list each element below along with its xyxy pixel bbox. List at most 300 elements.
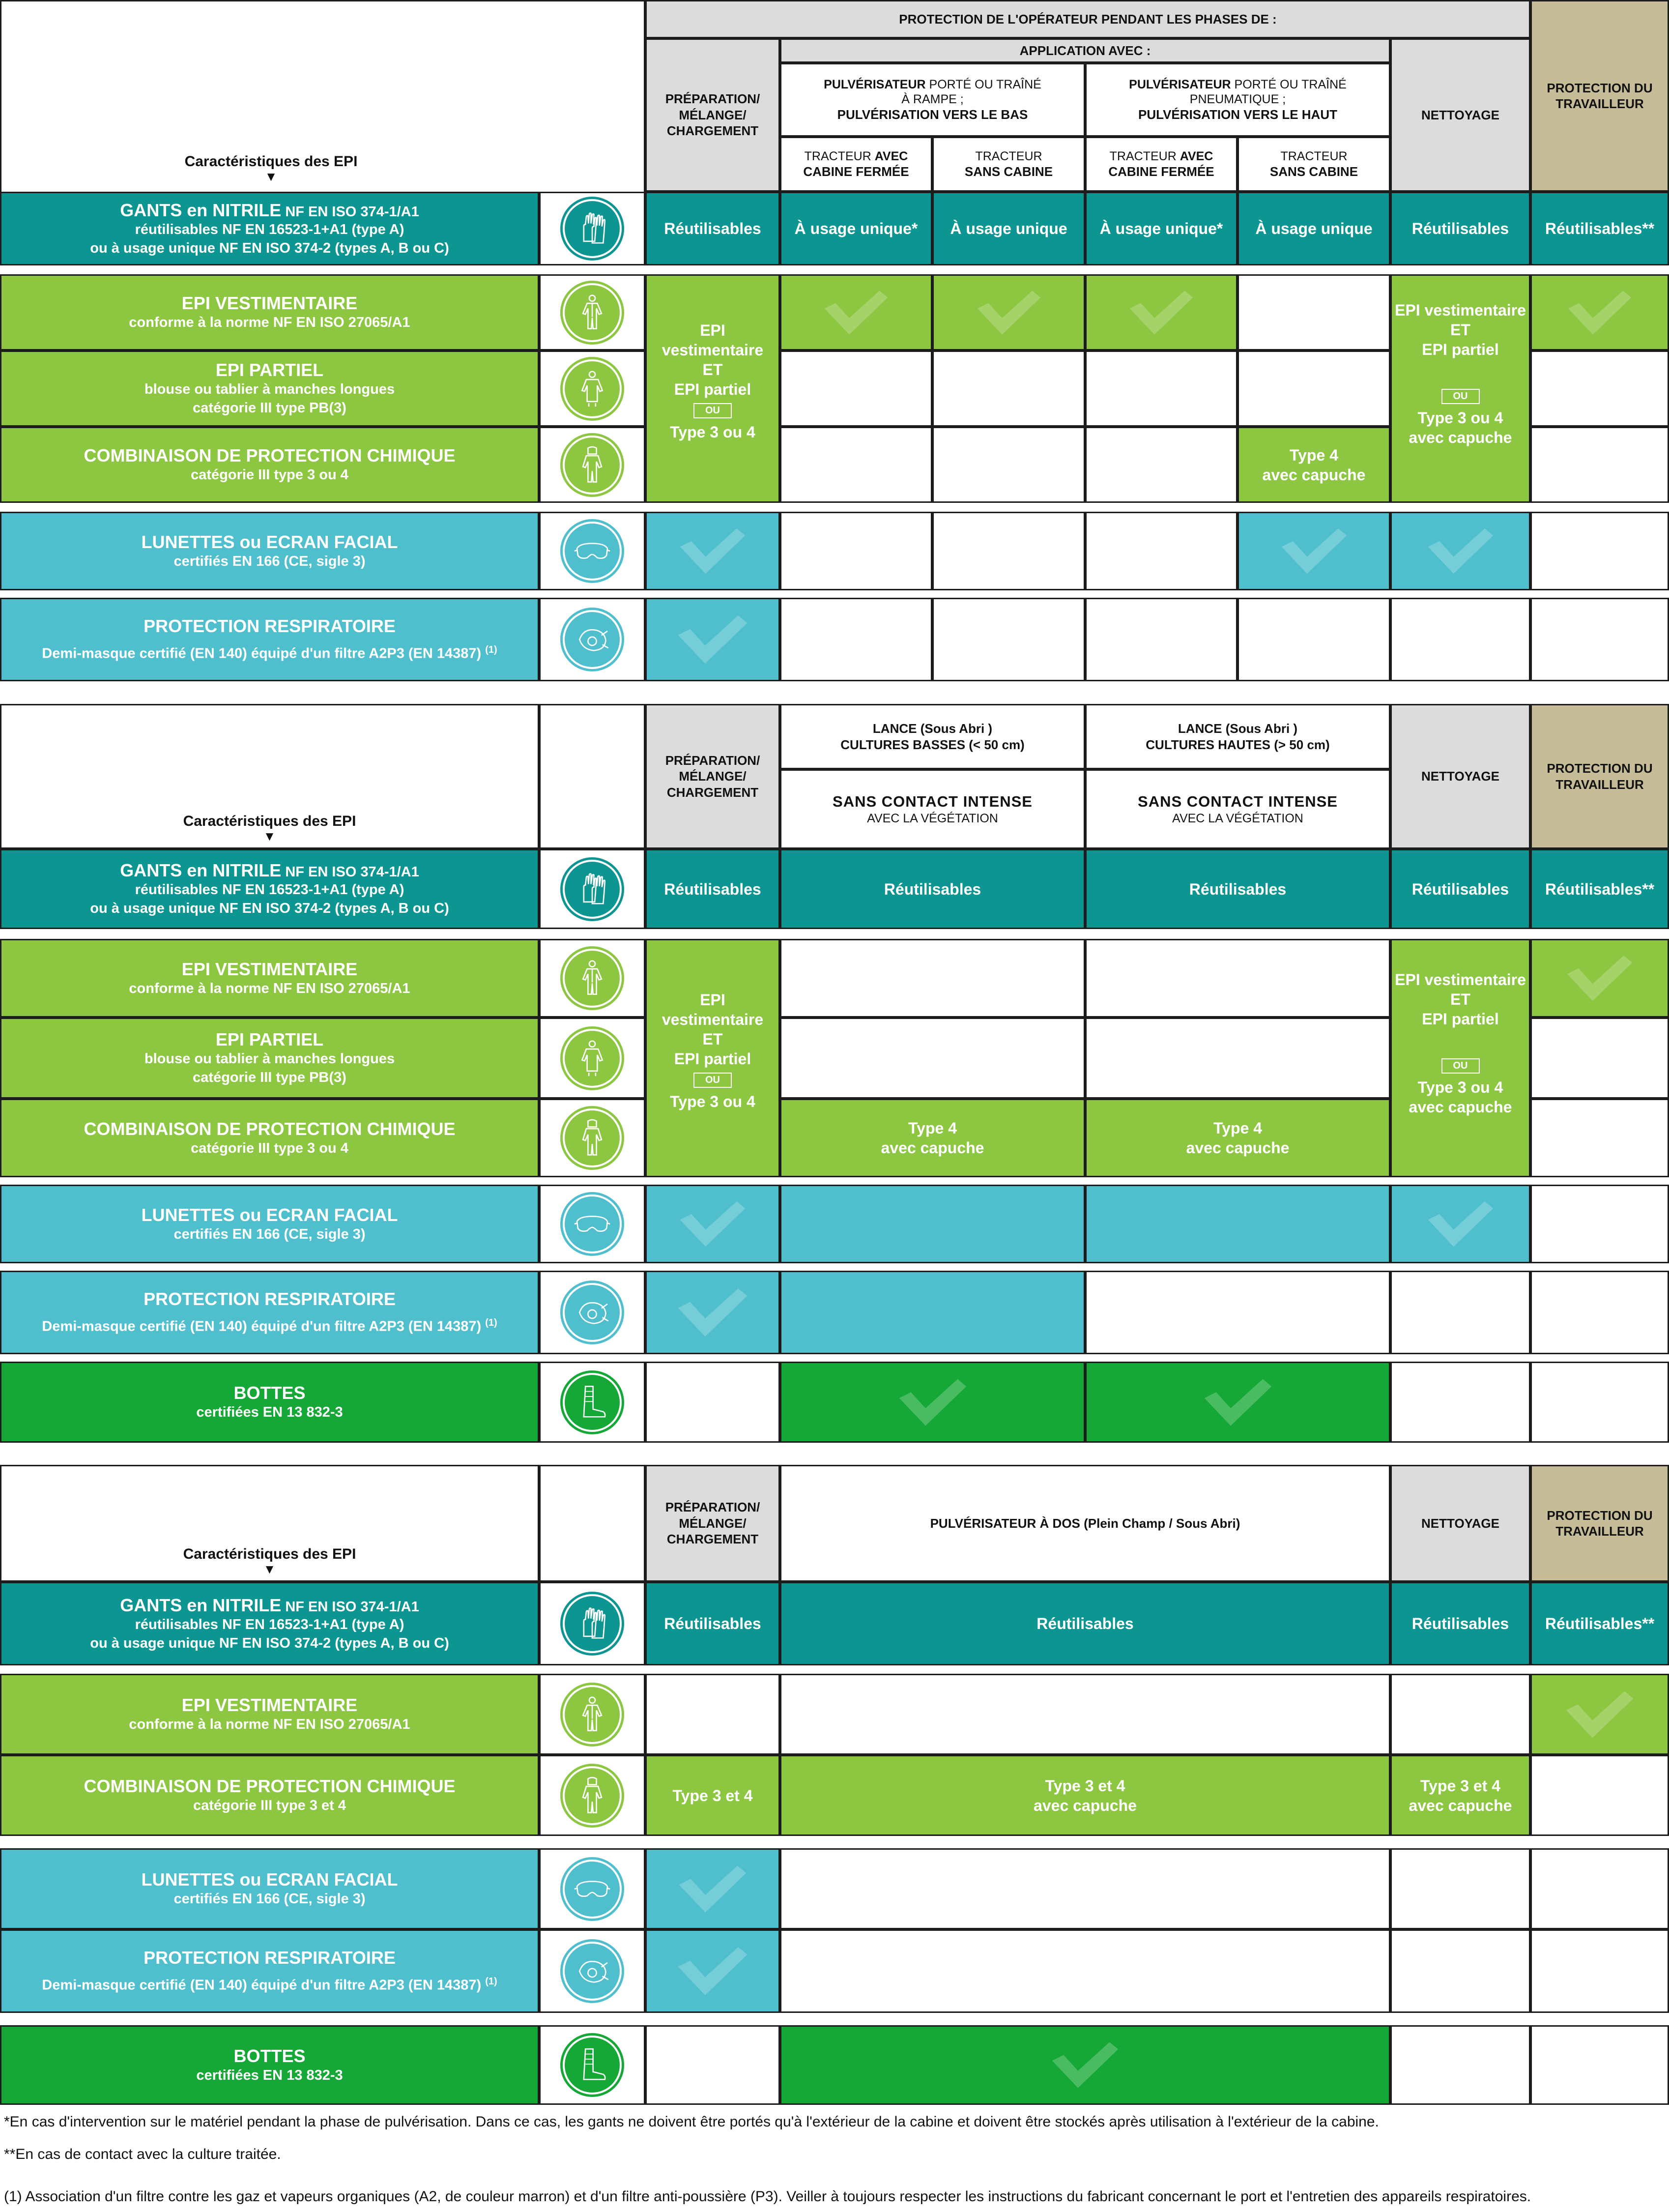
type4-cell xyxy=(780,1099,1085,1177)
bottes-check-cell xyxy=(1085,1362,1390,1443)
chemical-suit-icon-cell xyxy=(539,1099,645,1177)
preparation-line: CHARGEMENT xyxy=(666,1532,759,1547)
prep-epi-cell xyxy=(645,939,780,1177)
tracteur-sans-cabine-2-l1: TRACTEUR xyxy=(1280,149,1348,163)
combinaison-label xyxy=(0,1099,539,1177)
combinaison-title: COMBINAISON DE PROTECTION CHIMIQUE xyxy=(84,1118,456,1139)
gants-cell xyxy=(1237,192,1390,265)
empty-cell xyxy=(780,427,932,503)
caracteristiques-label: Caractéristiques des EPI xyxy=(183,1546,356,1562)
goggles-icon-glyph xyxy=(571,530,613,572)
lance-basse-header-l1: LANCE (Sous Abri ) xyxy=(872,721,993,736)
empty-cell xyxy=(1530,427,1669,503)
goggles-icon xyxy=(565,1196,620,1252)
empty-cell xyxy=(1530,350,1669,427)
empty-cell xyxy=(1085,427,1237,503)
empty-cell xyxy=(932,512,1085,590)
coverall-icon xyxy=(565,1687,620,1742)
nettoyage-label: NETTOYAGE xyxy=(1421,1515,1499,1531)
gloves-icon-glyph xyxy=(571,207,613,250)
goggles-icon-badge xyxy=(560,519,624,583)
respirator-icon-glyph xyxy=(571,618,613,661)
lunettes-check-cell xyxy=(1390,512,1530,590)
checkmark-icon xyxy=(1279,525,1350,577)
combinaison-sub: catégorie III type 3 ou 4 xyxy=(191,467,348,483)
rampe-header-l1 xyxy=(824,77,1041,92)
bottes-title: BOTTES xyxy=(233,1383,306,1403)
goggles-icon xyxy=(565,524,620,579)
nettoyage-header xyxy=(1390,704,1530,849)
type4-cell-text: avec capuche xyxy=(1262,466,1366,484)
gloves-icon-glyph xyxy=(571,1602,613,1645)
gloves-icon xyxy=(565,201,620,256)
preparation-header xyxy=(645,38,780,192)
respiratoire-desc: Demi-masque certifié (EN 140) équipé d'un filtre A2P3 (EN 14387) xyxy=(42,646,482,662)
type4-cell-text: avec capuche xyxy=(881,1139,984,1157)
empty-cell xyxy=(1530,1929,1669,2013)
combinaison-label xyxy=(0,427,539,503)
gants-title-norm: NF EN ISO 374-1/A1 xyxy=(281,204,419,220)
gloves-icon xyxy=(565,862,620,917)
boots-icon-glyph xyxy=(571,1381,613,1424)
respiratoire-footnote-ref: (1) xyxy=(485,644,497,656)
boots-icon xyxy=(565,1375,620,1430)
chemical-suit-icon-glyph xyxy=(571,1775,613,1817)
prep-epi-line: ET xyxy=(702,1030,723,1048)
prep-epi-block xyxy=(662,990,763,1069)
lunettes-cell xyxy=(780,1185,1085,1263)
respiratoire-sub xyxy=(42,1975,497,1995)
empty-cell xyxy=(1390,2025,1530,2105)
checkmark-icon xyxy=(675,1285,750,1339)
gants-title-norm: NF EN ISO 374-1/A1 xyxy=(281,1599,419,1615)
goggles-icon-badge xyxy=(560,1857,624,1921)
chemical-suit-icon-badge xyxy=(560,433,624,497)
dos-type-cell-text: Type 3 et 4 xyxy=(1045,1776,1125,1795)
empty-cell xyxy=(1530,1099,1669,1177)
empty-cell xyxy=(780,939,1085,1018)
tracteur-avec-cabine-1 xyxy=(780,137,932,192)
preparation-line: CHARGEMENT xyxy=(666,785,759,800)
preparation-line: CHARGEMENT xyxy=(666,123,759,139)
protection-travailleur-header xyxy=(1530,1465,1669,1582)
respiratoire-desc: Demi-masque certifié (EN 140) équipé d'un filtre A2P3 (EN 14387) xyxy=(42,1319,482,1335)
lance-haute-header-l1: LANCE (Sous Abri ) xyxy=(1178,721,1298,736)
tracteur-sans-cabine-2 xyxy=(1237,137,1390,192)
caracteristiques-header xyxy=(0,1465,539,1582)
boots-icon-badge xyxy=(560,1370,624,1434)
prep-epi-line: vestimentaire xyxy=(662,341,764,359)
preparation-header xyxy=(645,704,780,849)
gants-label xyxy=(0,849,539,929)
vestimentaire-sub: conforme à la norme NF EN ISO 27065/A1 xyxy=(129,980,410,996)
goggles-icon-glyph xyxy=(571,1868,613,1910)
tracteur-sans-cabine-1-l1: TRACTEUR xyxy=(975,149,1042,163)
gloves-icon-cell xyxy=(539,849,645,929)
combinaison-title: COMBINAISON DE PROTECTION CHIMIQUE xyxy=(84,1776,456,1797)
gloves-icon-badge xyxy=(560,857,624,921)
empty-cell xyxy=(780,598,932,681)
bottes-label xyxy=(0,1362,539,1443)
respiratoire-sub xyxy=(42,1316,497,1336)
gants-cell xyxy=(780,192,932,265)
checkmark-icon xyxy=(975,288,1043,337)
respiratoire-footnote-ref: (1) xyxy=(485,1976,497,1987)
caracteristiques-block xyxy=(1,153,541,183)
section1-left-header xyxy=(0,0,645,192)
bottes-check-cell xyxy=(780,1362,1085,1443)
goggles-icon-cell xyxy=(539,1185,645,1263)
gants-title-main: GANTS en NITRILE xyxy=(120,860,282,881)
net-epi-cell xyxy=(1390,274,1530,503)
preparation-line: MÉLANGE/ xyxy=(679,107,747,122)
prep-epi-line: EPI partiel xyxy=(674,1050,751,1068)
tracteur-avec-cabine-2-c: CABINE FERMÉE xyxy=(1108,164,1214,179)
gants-cell xyxy=(1390,1582,1530,1665)
nettoyage-header xyxy=(1390,1465,1530,1582)
type4-cell-text: Type 4 xyxy=(1213,1119,1262,1137)
lunettes-sub: certifiés EN 166 (CE, sigle 3) xyxy=(173,1226,366,1242)
gloves-icon-badge xyxy=(560,1592,624,1656)
checkmark-icon xyxy=(1565,288,1634,337)
gloves-icon xyxy=(565,1596,620,1651)
gants-cell xyxy=(645,849,780,929)
respiratoire-cell xyxy=(780,1271,1085,1354)
gants-cell-text: Réutilisables xyxy=(1036,1615,1134,1632)
rampe-header-l2: À RAMPE ; xyxy=(901,92,964,106)
preparation-line: MÉLANGE/ xyxy=(679,769,747,784)
net-type: avec capuche xyxy=(1409,429,1512,446)
gants-cell-text: À usage unique xyxy=(950,220,1067,237)
respiratoire-check-cell xyxy=(645,598,780,681)
type4-cell-text: Type 4 xyxy=(908,1119,957,1137)
chemical-suit-icon-cell xyxy=(539,1755,645,1836)
gants-cell-text: Réutilisables xyxy=(664,220,761,237)
tracteur-avec-cabine-2-a: TRACTEUR xyxy=(1109,149,1180,163)
goggles-icon-badge xyxy=(560,1192,624,1256)
checkmark-icon xyxy=(1425,1198,1496,1250)
nettoyage-label: NETTOYAGE xyxy=(1421,769,1499,784)
tracteur-avec-cabine-1-a: TRACTEUR xyxy=(804,149,875,163)
chemical-suit-icon xyxy=(565,1768,620,1823)
gants-title-main: GANTS en NITRILE xyxy=(120,1595,282,1615)
vestimentaire-label xyxy=(0,1674,539,1755)
chemical-suit-icon-badge xyxy=(560,1106,624,1170)
bottes-title: BOTTES xyxy=(233,2045,306,2066)
net-epi-cell xyxy=(1390,939,1530,1177)
checkmark-icon xyxy=(896,1376,969,1428)
partiel-title: EPI PARTIEL xyxy=(215,1029,324,1050)
lance-haute-header-l2: CULTURES HAUTES (> 50 cm) xyxy=(1146,737,1330,752)
boots-icon-cell xyxy=(539,2025,645,2105)
boots-icon xyxy=(565,2037,620,2093)
rampe-header-l3: PULVÉRISATION VERS LE BAS xyxy=(837,107,1028,122)
coverall-icon-glyph xyxy=(571,291,613,334)
boots-icon-cell xyxy=(539,1362,645,1443)
checkmark-icon xyxy=(822,288,891,337)
caracteristiques-header xyxy=(0,704,539,849)
empty-cell xyxy=(780,512,932,590)
net-epi-line: EPI vestimentaire xyxy=(1395,301,1526,319)
vestimentaire-sub: conforme à la norme NF EN ISO 27065/A1 xyxy=(129,1717,410,1733)
gants-cell-text: Réutilisables** xyxy=(1545,880,1655,898)
checkmark-icon xyxy=(1564,953,1635,1004)
combinaison-title: COMBINAISON DE PROTECTION CHIMIQUE xyxy=(84,445,456,466)
gants-cell xyxy=(1390,849,1530,929)
vestimentaire-label xyxy=(0,274,539,350)
lunettes-cell xyxy=(1085,1185,1390,1263)
bottes-sub: certifiées EN 13 832-3 xyxy=(196,1404,343,1421)
respiratoire-title: PROTECTION RESPIRATOIRE xyxy=(144,616,396,637)
respiratoire-check-cell xyxy=(645,1929,780,2013)
protection-travailleur-line: TRAVAILLEUR xyxy=(1555,777,1644,792)
lunettes-check-cell xyxy=(645,1185,780,1263)
vestimentaire-sub: conforme à la norme NF EN ISO 27065/A1 xyxy=(129,315,410,331)
pneumatique-header-l2: PNEUMATIQUE ; xyxy=(1189,92,1286,106)
net-type-cell xyxy=(1390,1755,1530,1836)
net-type-cell-text: avec capuche xyxy=(1409,1796,1512,1814)
apron-icon-glyph xyxy=(571,368,613,410)
coverall-icon-cell xyxy=(539,939,645,1018)
gants-cell xyxy=(1530,192,1669,265)
rampe-header-l1-bold: PULVÉRISATEUR xyxy=(824,77,926,91)
lunettes-sub: certifiés EN 166 (CE, sigle 3) xyxy=(173,1891,366,1907)
dos-type-cell-text: avec capuche xyxy=(1034,1796,1137,1814)
vest-check-cell xyxy=(1530,274,1669,350)
lance-haute-header xyxy=(1085,704,1390,769)
lance-basse-header-contact xyxy=(780,769,1085,849)
goggles-icon xyxy=(565,1862,620,1917)
coverall-icon-cell xyxy=(539,1674,645,1755)
chemical-suit-icon-glyph xyxy=(571,444,613,486)
gloves-icon-badge xyxy=(560,197,624,261)
tracteur-avec-cabine-1-l1 xyxy=(805,149,908,164)
empty-cell xyxy=(1530,1185,1669,1263)
empty-cell xyxy=(1530,598,1669,681)
lunettes-title: LUNETTES ou ECRAN FACIAL xyxy=(141,531,398,552)
coverall-icon-glyph xyxy=(571,957,613,999)
vest-check-cell xyxy=(780,274,932,350)
empty-cell xyxy=(1085,512,1237,590)
phases-label: PROTECTION DE L'OPÉRATEUR PENDANT LES PHASES DE : xyxy=(899,11,1277,27)
coverall-icon-cell xyxy=(539,274,645,350)
dos-type-cell xyxy=(780,1755,1390,1836)
prep-epi-line: EPI xyxy=(700,321,725,339)
protection-travailleur-header xyxy=(1530,704,1669,849)
type4-cell-text: avec capuche xyxy=(1186,1139,1290,1157)
net-type-cell-text: Type 3 et 4 xyxy=(1420,1776,1501,1795)
gants-title xyxy=(120,1595,419,1616)
tracteur-avec-cabine-2-b: AVEC xyxy=(1180,149,1213,163)
net-ou: OU xyxy=(1441,389,1480,404)
apron-icon-cell xyxy=(539,1018,645,1099)
lunettes-check-cell xyxy=(645,1848,780,1929)
lunettes-label xyxy=(0,1848,539,1929)
nettoyage-label: NETTOYAGE xyxy=(1421,107,1499,122)
lunettes-check-cell xyxy=(1390,1185,1530,1263)
empty-cell xyxy=(1085,939,1390,1018)
vest-check-cell xyxy=(1530,1674,1669,1755)
gants-title-main: GANTS en NITRILE xyxy=(120,200,282,220)
gants-label xyxy=(0,1582,539,1665)
type4-cell-text: Type 4 xyxy=(1290,446,1338,464)
icon-header-blank xyxy=(539,704,645,849)
partiel-label xyxy=(0,350,539,427)
coverall-icon-glyph xyxy=(571,1693,613,1736)
partiel-title: EPI PARTIEL xyxy=(215,360,324,380)
lunettes-title: LUNETTES ou ECRAN FACIAL xyxy=(141,1869,398,1890)
empty-cell xyxy=(1390,1929,1530,2013)
checkmark-icon xyxy=(1049,2039,1121,2091)
coverall-icon xyxy=(565,285,620,340)
empty-cell xyxy=(780,1929,1390,2013)
partiel-sub2: catégorie III type PB(3) xyxy=(193,1070,346,1086)
footnote-f3: (1) Association d'un filtre contre les gaz et vapeurs organiques (A2, de couleur marron) et d'un filtre anti-poussière (P3). Veiller à toujours respecter les instructions du fabricant concernant le port et l'entretien des appareils respiratoires. xyxy=(4,2188,1531,2205)
lance-basse-header-vegetation: AVEC LA VÉGÉTATION xyxy=(867,812,998,826)
combinaison-label xyxy=(0,1755,539,1836)
empty-cell xyxy=(1530,1271,1669,1354)
prep-type: Type 3 ou 4 xyxy=(670,423,755,441)
application-label: APPLICATION AVEC : xyxy=(1019,43,1151,58)
checkmark-icon xyxy=(675,612,750,667)
protection-travailleur-header xyxy=(1530,0,1669,192)
empty-cell xyxy=(780,1674,1390,1755)
gants-reutilisables: réutilisables NF EN 16523-1+A1 (type A) xyxy=(135,1616,404,1632)
chemical-suit-icon-cell xyxy=(539,427,645,503)
type4-cell xyxy=(1237,427,1390,503)
preparation-line: PRÉPARATION/ xyxy=(665,753,760,768)
lance-haute-header-vegetation: AVEC LA VÉGÉTATION xyxy=(1172,812,1303,826)
gants-cell-text: Réutilisables xyxy=(664,1615,761,1632)
net-type: Type 3 ou 4 xyxy=(1417,1078,1503,1096)
empty-cell xyxy=(645,1362,780,1443)
rampe-header-l1-rest: PORTÉ OU TRAÎNÉ xyxy=(925,77,1041,91)
lunettes-sub: certifiés EN 166 (CE, sigle 3) xyxy=(173,553,366,569)
empty-cell xyxy=(1390,1362,1530,1443)
net-type: avec capuche xyxy=(1409,1098,1512,1116)
checkmark-icon xyxy=(1563,1688,1637,1741)
footnote-f1: *En cas d'intervention sur le matériel pendant la phase de pulvérisation. Dans ce cas, les gants ne doivent être portés qu'à l'extérieur de la cabine et doivent être stockés après utilisation à l'extérieur de la cabine. xyxy=(4,2114,1379,2130)
respirator-icon xyxy=(565,1944,620,1999)
apron-icon xyxy=(565,361,620,416)
prep-epi-line: vestimentaire xyxy=(662,1011,764,1028)
prep-type-cell-text: Type 3 et 4 xyxy=(672,1786,753,1805)
respiratoire-label xyxy=(0,1929,539,2013)
chemical-suit-icon xyxy=(565,437,620,493)
checkmark-icon xyxy=(677,525,748,577)
apron-icon-cell xyxy=(539,350,645,427)
vestimentaire-title: EPI VESTIMENTAIRE xyxy=(181,1695,358,1716)
gants-cell-text: Réutilisables xyxy=(1189,880,1287,898)
respirator-icon xyxy=(565,1285,620,1340)
gants-cell xyxy=(932,192,1085,265)
empty-cell xyxy=(1237,274,1390,350)
gloves-icon-cell xyxy=(539,192,645,265)
respiratoire-title: PROTECTION RESPIRATOIRE xyxy=(144,1289,396,1310)
down-arrow-icon: ▼ xyxy=(263,1562,276,1576)
empty-cell xyxy=(1390,1271,1530,1354)
respirator-icon-cell xyxy=(539,1929,645,2013)
gants-cell xyxy=(780,849,1085,929)
chemical-suit-icon xyxy=(565,1110,620,1165)
gants-cell-text: Réutilisables** xyxy=(1545,220,1655,237)
empty-cell xyxy=(645,2025,780,2105)
net-epi-line: EPI partiel xyxy=(1422,1010,1499,1028)
empty-cell xyxy=(1390,1848,1530,1929)
checkmark-icon xyxy=(677,1198,748,1250)
gants-title xyxy=(120,200,419,221)
prep-epi-line: EPI partiel xyxy=(674,380,751,398)
pneumatique-header-l3: PULVÉRISATION VERS LE HAUT xyxy=(1138,107,1337,122)
empty-cell xyxy=(1390,1674,1530,1755)
lance-basse-header-sans-contact: SANS CONTACT INTENSE xyxy=(833,792,1033,810)
prep-epi-block xyxy=(662,320,763,399)
preparation-line: MÉLANGE/ xyxy=(679,1515,747,1531)
prep-epi-line: EPI xyxy=(700,991,725,1009)
lunettes-check-cell xyxy=(645,512,780,590)
gants-cell xyxy=(1530,849,1669,929)
pneumatique-header xyxy=(1085,63,1390,137)
net-epi-line: ET xyxy=(1450,321,1470,339)
empty-cell xyxy=(1530,1362,1669,1443)
pulverisateur-dos-header xyxy=(780,1465,1390,1582)
gants-cell-text: Réutilisables** xyxy=(1545,1615,1655,1632)
protection-travailleur-line: PROTECTION DU xyxy=(1547,1508,1653,1523)
tracteur-avec-cabine-2-l1 xyxy=(1110,149,1213,164)
net-epi-line: ET xyxy=(1450,990,1470,1008)
combinaison-sub: catégorie III type 3 ou 4 xyxy=(191,1140,348,1156)
gants-cell-text: À usage unique xyxy=(1255,220,1373,237)
tracteur-avec-cabine-2 xyxy=(1085,137,1237,192)
caracteristiques-label: Caractéristiques des EPI xyxy=(184,153,358,170)
gants-usage-unique: ou à usage unique NF EN ISO 374-2 (types A, B ou C) xyxy=(90,901,449,917)
respiratoire-title: PROTECTION RESPIRATOIRE xyxy=(144,1948,396,1968)
bottes-sub: certifiées EN 13 832-3 xyxy=(196,2067,343,2083)
tracteur-avec-cabine-1-c: CABINE FERMÉE xyxy=(803,164,909,179)
empty-cell xyxy=(1085,598,1237,681)
coverall-icon xyxy=(565,951,620,1006)
phases-header xyxy=(645,0,1530,38)
preparation-header xyxy=(645,1465,780,1582)
gloves-icon-glyph xyxy=(571,868,613,910)
vest-check-cell xyxy=(932,274,1085,350)
nettoyage-header xyxy=(1390,38,1530,192)
respiratoire-label xyxy=(0,1271,539,1354)
partiel-sub1: blouse ou tablier à manches longues xyxy=(144,1051,395,1067)
gants-cell-text: Réutilisables xyxy=(1411,220,1509,237)
gants-cell xyxy=(1390,192,1530,265)
gants-cell-text: À usage unique* xyxy=(1099,220,1223,237)
gants-title-norm: NF EN ISO 374-1/A1 xyxy=(281,864,419,880)
net-epi-block xyxy=(1395,970,1526,1029)
apron-icon-glyph xyxy=(571,1037,613,1079)
down-arrow-icon: ▼ xyxy=(264,169,278,184)
preparation-line: PRÉPARATION/ xyxy=(665,1500,760,1515)
combinaison-sub: catégorie III type 3 et 4 xyxy=(193,1798,346,1814)
partiel-sub2: catégorie III type PB(3) xyxy=(193,400,346,416)
empty-cell xyxy=(1085,1271,1390,1354)
prep-ou: OU xyxy=(693,1073,732,1088)
vestimentaire-title: EPI VESTIMENTAIRE xyxy=(181,293,358,314)
gants-reutilisables: réutilisables NF EN 16523-1+A1 (type A) xyxy=(135,221,404,237)
rampe-header xyxy=(780,63,1085,137)
vestimentaire-title: EPI VESTIMENTAIRE xyxy=(181,959,358,979)
respirator-icon-cell xyxy=(539,1271,645,1354)
footnote-f2: **En cas de contact avec la culture traitée. xyxy=(4,2146,281,2162)
caracteristiques-label: Caractéristiques des EPI xyxy=(183,813,356,829)
gants-cell-text: Réutilisables xyxy=(1411,1615,1509,1632)
type4-cell xyxy=(1085,1099,1390,1177)
